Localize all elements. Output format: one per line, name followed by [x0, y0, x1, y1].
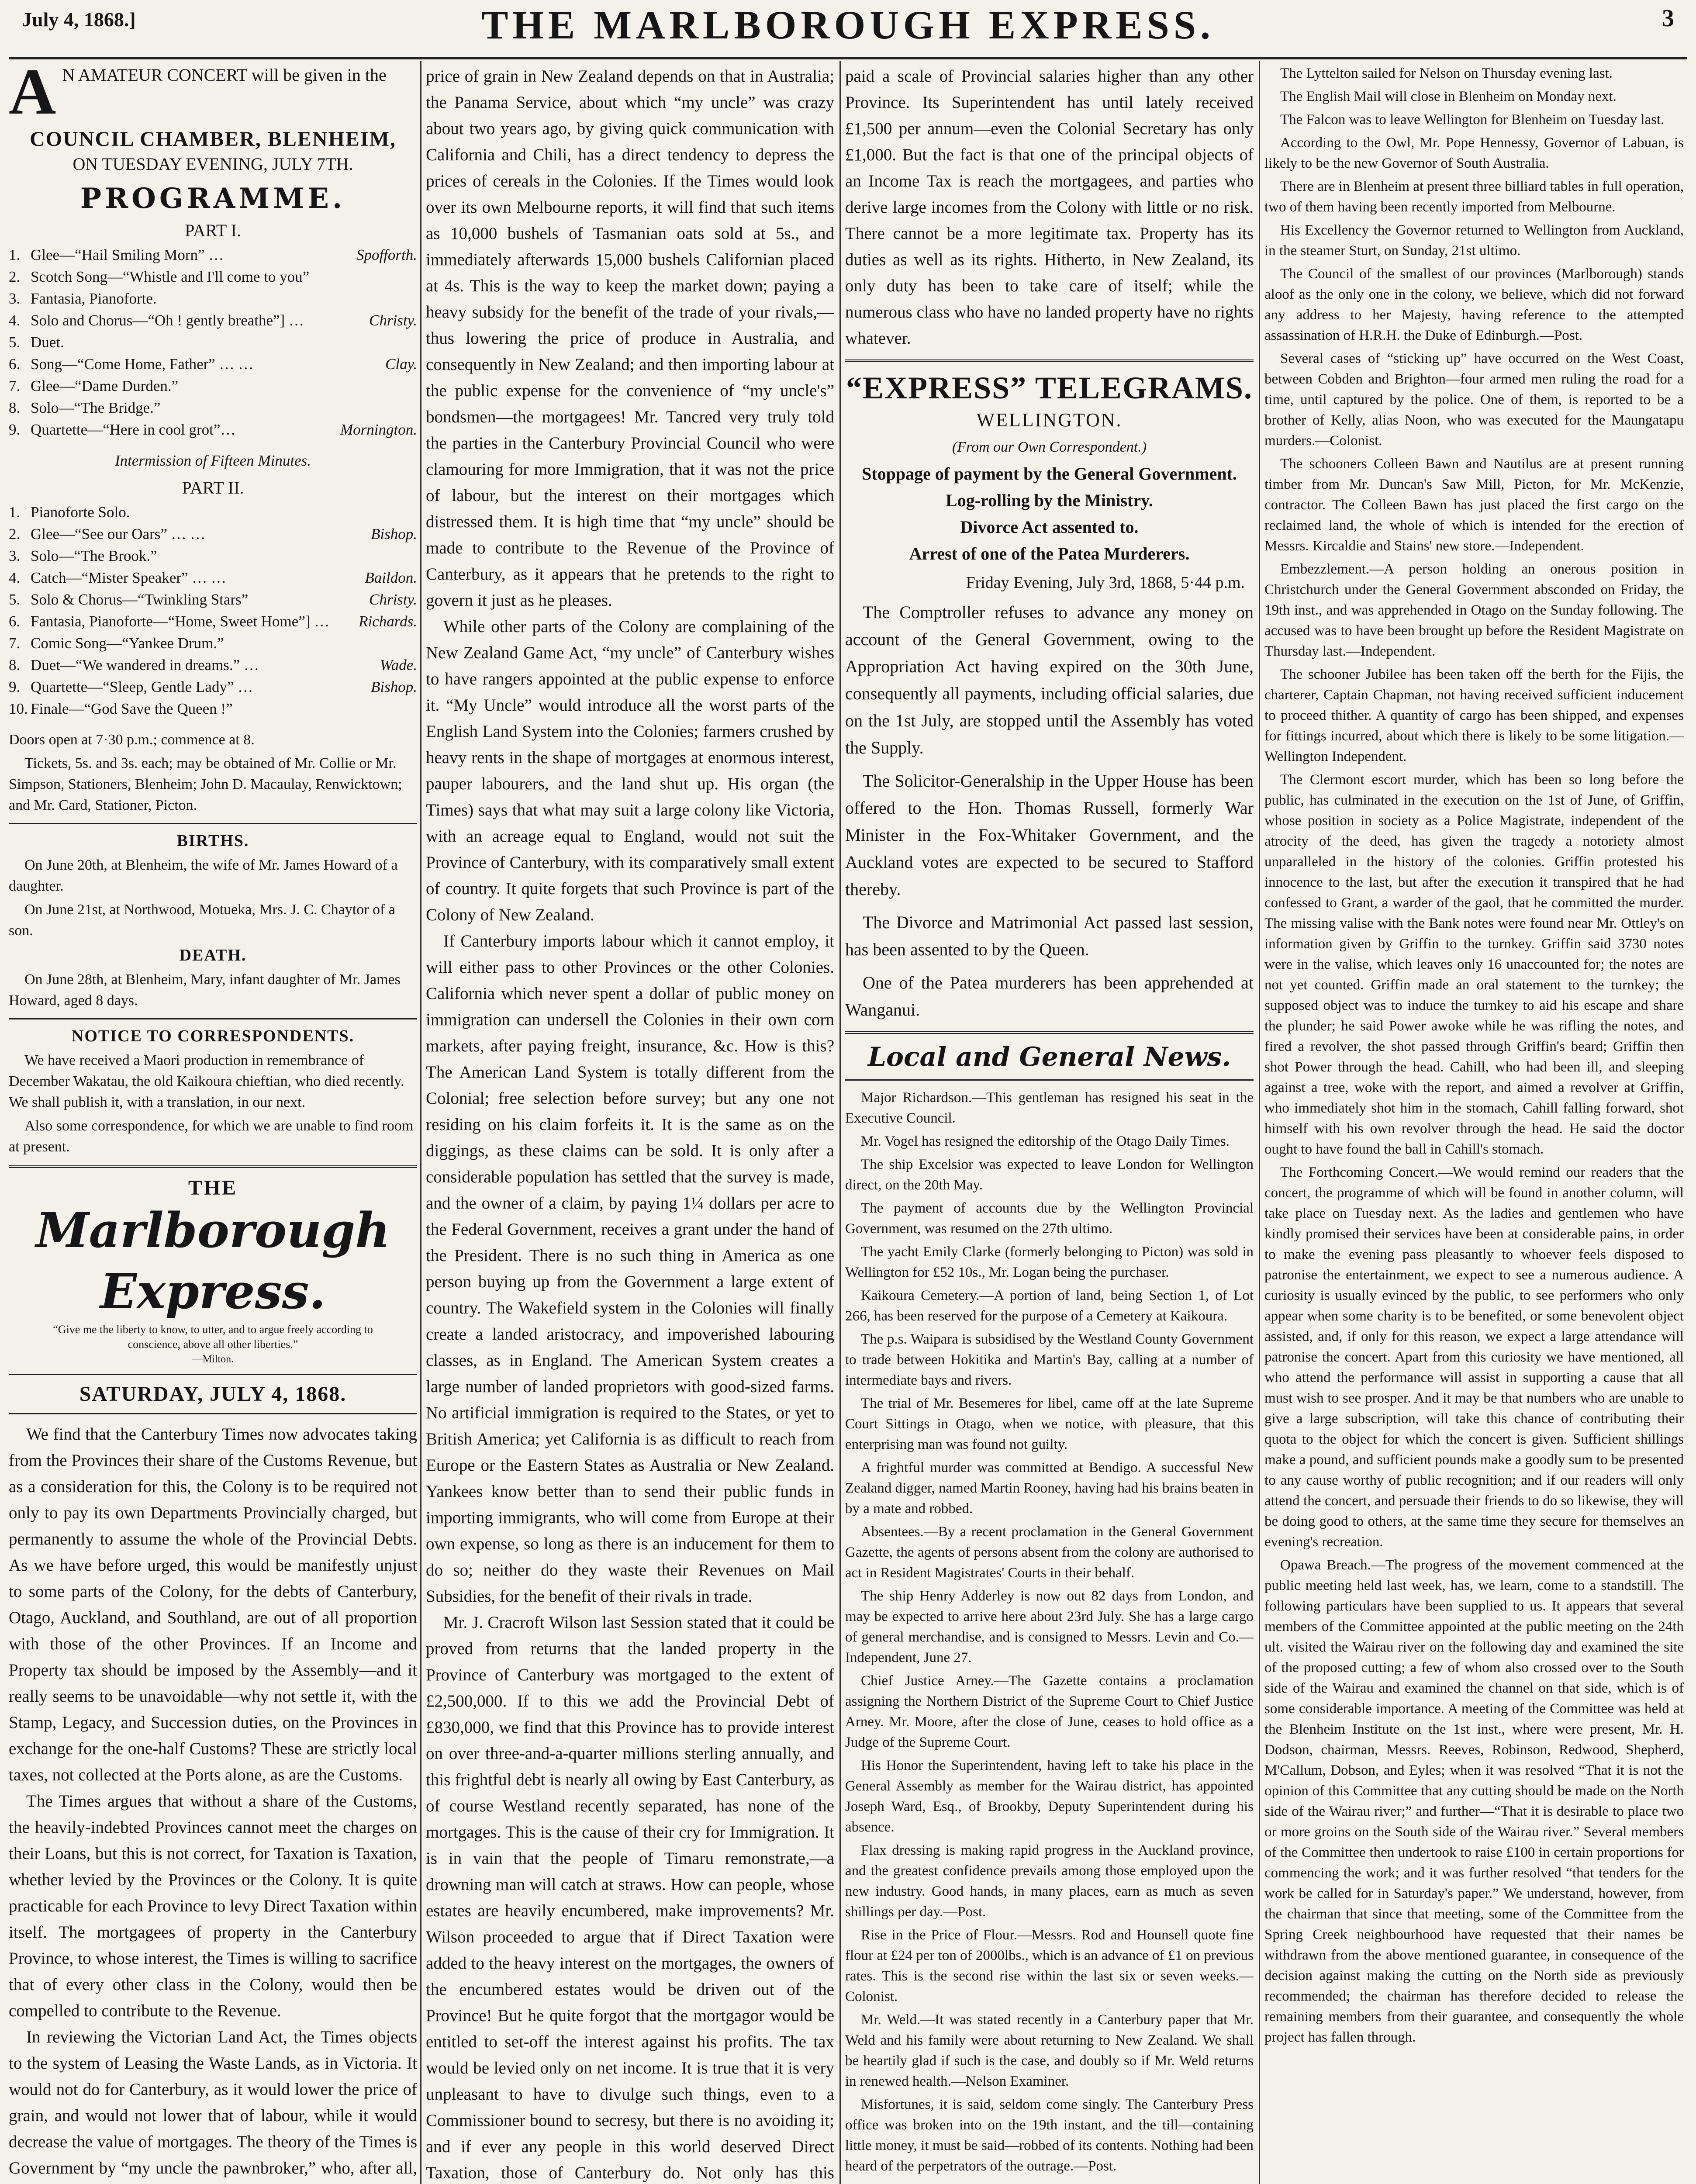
programme-item [9, 244, 417, 266]
telegram-paragraph: The Comptroller refuses to advance any money on account of the General Government, owing to the Appropriation Act having expired on the 30th June, consequently all payments, including official salaries, due on the 1st July, are stopped until the Assembly has voted the Supply. [845, 602, 1254, 757]
programme-item-title: Duet—“We wandered in dreams.” … [31, 657, 259, 674]
issue-date: SATURDAY, JULY 4, 1868. [79, 1382, 347, 1406]
motto-text: “Give me the liberty to know, to utter, and to argue freely according to conscience, above all other liberties.” [53, 1323, 373, 1351]
telegram-body [845, 599, 1254, 1023]
telegram-date: Friday Evening, July 3rd, 1868, 5·44 p.m. [966, 574, 1245, 592]
editorial-paragraph: paid a scale of Provincial salaries higher than any other Province. Its Superintendent has until lately received £1,500 per annum—even the Colonial Secretary has only £1,000. But the fact is that one of the principal objects of an Income Tax is reach the mortgagees, and parties who derive large incomes from the Colony with little or no risk. There cannot be a more legitimate tax. Property has its duties as well as its rights. Hitherto, in New Zealand, its only duty has been to take care of itself; while the numerous class who have no landed property have no rights whatever. [845, 67, 1254, 348]
birth-notice: On June 20th, at Blenheim, the wife of Mr. James Howard of a daughter. [9, 857, 398, 894]
programme-item [9, 654, 417, 676]
news-item: The ship Henry Adderley is now out 82 days from London, and may be expected to arrive here about 23rd July. She has a large cargo of general merchandise, and is consigned to Messrs. Levin and Co.—Independent, June 27. [845, 1588, 1254, 1666]
column-rule [420, 61, 421, 2184]
programme-item-composer: Bishop. [371, 678, 417, 695]
programme-part-1 [9, 244, 417, 441]
news-item: According to the Owl, Mr. Pope Hennessy, Governor of Labuan, is likely to be the new Governor of South Australia. [1264, 135, 1684, 171]
programme-item [9, 523, 417, 545]
programme-item-composer [413, 501, 417, 523]
telegrams-title: “EXPRESS” TELEGRAMS. [846, 370, 1253, 405]
page-number: 3 [1662, 5, 1674, 32]
news-item: The schooners Colleen Bawn and Nautilus are at present running timber from Mr. Duncan's Saw Mill, Picton, for Mr. McKenzie, contractor. The Colleen Bawn has just placed the first cargo on the reclaimed land, the whole of which is intended for the erection of Messrs. Kircaldie and Stains' new store.—Independent. [1264, 456, 1684, 554]
news-item: The Forthcoming Concert.—We would remind our readers that the concert, the programme of which will be found in another column, will take place on Tuesday next. As the ladies and gentlemen who have kindly promised their services have been at considerable pains, in order to make the evening pass pleasantly to whoever feels disposed to patronise the entertainment, we expect to see a numerous audience. A curiosity is usually evinced by the public, to see performers who only appear when some charity is to be benefited, or some benevolent object assisted, and, if only for this reason, we expect a large attendance will patronise the concert. Apart from this curiosity we have mentioned, all who attend the performance will assist in supporting a cause that all must wish to see prosper. And it may be that numbers who are unable to give a large subscription, will take this chance of contributing their quota to the object for which the concert is given. Sufficient shillings make a pound, and sufficient pounds make a goodly sum to be presented to any cause worthy of public recognition; and if our readers will only attend the concert, and persuade their friends to do so likewise, they will be doing good to others, at the same time they secure for themselves an evening's recreation. [1264, 1165, 1684, 1550]
programme-item [9, 567, 417, 589]
notice-to-correspondents [9, 1026, 417, 1158]
telegram-headline: Divorce Act assented to. [960, 517, 1139, 537]
editorial-paragraph: price of grain in New Zealand depends on that in Australia; the Panama Service, about which “my uncle” was crazy about two years ago, by giving quick communication with California and Chili, has a direct tendency to depress the prices of cereals in the Colonies. If the Times would look over its own Melbourne reports, it will find that such items as 10,000 bushels of Tasmanian oats sold at 5s., and immediately afterwards 15,000 bushels Californian placed at 4s. This is the way to keep the market down; paying a heavy subsidy for the benefit of the trade of your rivals,—thus lowering the price of produce in Australia, and consequently in New Zealand; and then importing labour at the public expense for the convenience of “my uncle's” bondsmen—the mortgagees! Mr. Tancred very truly told the parties in the Canterbury Provincial Council who were clamouring for more Immigration, that it was not the price of labour, but the interest on their mortgages which distressed them. It is high time that “my uncle” should be made to contribute to the Revenue of the Province of Canterbury, as it appears that he pretends to the right to govern it just as he pleases. [426, 67, 834, 610]
local-news-column-3 [845, 1088, 1254, 2177]
column-2 [426, 63, 834, 2184]
programme-item-number: 2. [9, 268, 21, 285]
part-2-label: PART II. [182, 478, 244, 498]
news-item: The trial of Mr. Besemeres for libel, came off at the late Supreme Court Sittings in Otago, when we notice, with pleasure, that this enterprising man was found not guilty. [845, 1396, 1254, 1452]
telegram-paragraph: One of the Patea murderers has been apprehended at Wanganui. [845, 973, 1254, 1019]
editorial-column-2 [426, 63, 834, 2184]
news-item: Absentees.—By a recent proclamation in the General Government Gazette, the agents of persons absent from the colony are authorised to act in Resident Magistrates' Courts in their behalf. [845, 1524, 1254, 1581]
news-item: There are in Blenheim at present three billiard tables in full operation, two of them having been recently imported from Melbourne. [1264, 179, 1684, 215]
programme-part-2 [9, 501, 417, 720]
news-item: The Council of the smallest of our provinces (Marlborough) stands aloof as the only one in the colony, we believe, which did not forward any address to her Majesty, having reference to the attempted assassination of H.R.H. the Duke of Edinburgh.—Post. [1264, 266, 1684, 343]
news-item: The yacht Emily Clarke (formerly belonging to Picton) was sold in Wellington for £52 10s., Mr. Logan being the purchaser. [845, 1244, 1254, 1280]
programme-item-composer [413, 397, 417, 419]
programme-item-title: Finale—“God Save the Queen !” [31, 700, 233, 717]
programme-item-title: Glee—“Dame Durden.” [31, 377, 179, 394]
death-heading: DEATH. [179, 946, 247, 964]
programme-item-number: 6. [9, 356, 21, 373]
programme-item-number: 4. [9, 312, 21, 329]
programme-item-composer [413, 632, 417, 654]
column-1 [9, 63, 417, 2184]
telegram-headline: Stoppage of payment by the General Government. [862, 464, 1237, 484]
programme-item [9, 419, 417, 441]
editorial-paragraph: While other parts of the Colony are complaining of the New Zealand Game Act, “my uncle” of Canterbury wishes to have rangers appointed at the public expense to enforce it. “My Uncle” would introduce all the worst parts of the English Land System into the Colonies; farmers crushed by heavy rents in the shape of mortgages at enormous interest, pauper labourers, and the land shut up. His organ (the Times) says that what may suit a large colony like Victoria, with an acreage equal to England, would not suit the Province of Canterbury, with its comparatively small extent of country. It quite forgets that such Province is part of the Colony of New Zealand. [426, 617, 834, 924]
masthead-motto [9, 1322, 417, 1367]
column-rule [1259, 61, 1260, 2184]
programme-item-composer [413, 545, 417, 567]
local-news-title: Local and General News. [867, 1042, 1231, 1072]
programme-item-composer [413, 698, 417, 720]
telegram-headline: Log-rolling by the Ministry. [946, 491, 1153, 510]
news-item: Kaikoura Cemetery.—A portion of land, being Section 1, of Lot 266, has been reserved for the purpose of a Cemetery at Kaikoura. [845, 1288, 1254, 1324]
concert-intro: N AMATEUR CONCERT will be given in the [62, 65, 387, 85]
programme-item-composer: Clay. [385, 356, 417, 373]
programme-item-composer [413, 266, 417, 288]
concert-date: ON TUESDAY EVENING, JULY 7TH. [73, 154, 353, 174]
programme-item [9, 501, 417, 523]
programme-item-number: 9. [9, 678, 21, 695]
programme-item [9, 632, 417, 654]
programme-item-composer [413, 288, 417, 310]
programme-item-composer: Wade. [380, 657, 417, 674]
programme-title: PROGRAMME. [80, 182, 346, 215]
telegrams-section [845, 370, 1254, 1023]
news-item: The schooner Jubilee has been taken off the berth for the Fijis, the charterer, Captain Chapman, not having received sufficient inducement to proceed thither. A quantity of cargo has been shipped, and expenses for fittings incurred, about which there is likely to be some litigation.—Wellington Independent. [1264, 667, 1684, 764]
programme-item-title: Duet. [31, 334, 64, 351]
births-heading: BIRTHS. [176, 832, 249, 850]
editorial-column-3 [845, 63, 1254, 352]
page-header [9, 0, 1687, 59]
news-item: A frightful murder was committed at Bendigo. A successful New Zealand digger, named Martin Rooney, having had his brains beaten in by a mate and robbed. [845, 1460, 1254, 1517]
programme-item-title: Catch—“Mister Speaker” … … [31, 569, 227, 586]
programme-item-number: 6. [9, 613, 21, 630]
programme-item-number: 8. [9, 657, 21, 674]
motto-attribution: —Milton. [192, 1354, 234, 1365]
death-notice: On June 28th, at Blenheim, Mary, infant daughter of Mr. James Howard, aged 8 days. [9, 971, 401, 1009]
news-item: The Lyttelton sailed for Nelson on Thursday evening last. [1280, 66, 1613, 81]
birth-notice: On June 21st, at Northwood, Motueka, Mrs. J. C. Chaytor of a son. [9, 902, 395, 939]
editorial-paragraph: Mr. J. Cracroft Wilson last Session stated that it could be proved from returns that the landed property in the Province of Canterbury was mortgaged to the extent of £2,500,000. If to this we add the Provincial Debt of £830,000, we find that this Province has to provide interest on over three-and-a-quarter millions sterling annually, and this frightful debt is nearly all owing by East Canterbury, as of course Westland recently separated, has none of the mortgages. This is the cause of their cry for Immigration. It is in vain that the people of Timaru remonstrate,—a drowning man will catch at straws. How can people, whose estates are heavily encumbered, make improvements? Mr. Wilson proceeded to argue that if Direct Taxation were added to the heavy interest on the mortgages, the owners of the encumbered estates would be driven out of the Province! But he quite forgot that the mortgagor would be entitled to set-off the interest against his profits. The tax would be levied only on net income. It is true that it is very unpleasant to have to divulge such things, even to a Commissioner bound to secresy, but there is no avoiding it; and if ever any people in this world deserved Direct Taxation, those of Canterbury do. Not only has this [426, 1613, 834, 2182]
programme-item-title: Scotch Song—“Whistle and I'll come to you” [31, 268, 310, 285]
news-item: Mr. Weld.—It was stated recently in a Canterbury paper that Mr. Weld and his family were about returning to New Zealand. We shall be heartily glad if such is the case, and doubly so if Mr. Weld returns in renewed health.—Nelson Examiner. [845, 2012, 1254, 2089]
telegram-headline: Arrest of one of the Patea Murderers. [909, 544, 1190, 563]
programme-item [9, 589, 417, 611]
news-item: Rise in the Price of Flour.—Messrs. Rod and Hounsell quote fine flour at £24 per ton of 2000lbs., which is an advance of £1 on previous rates. This is the second rise within the last six or seven weeks.—Colonist. [845, 1927, 1254, 2004]
notice-paragraph: Also some correspondence, for which we are unable to find room at present. [9, 1118, 414, 1155]
editorial-paragraph: In reviewing the Victorian Land Act, the Times objects to the system of Leasing the Waste Lands, as in Victoria. It would not do for Canterbury, as it would lower the price of grain, and would not lower that of labour, while it would decrease the value of mortgages. The theory of the Times is Government by “my uncle the pawnbroker,” who, after all, [9, 2028, 417, 2177]
programme-item-number: 5. [9, 591, 21, 608]
programme-item-number: 1. [9, 246, 21, 263]
local-news-column-4 [1264, 63, 1684, 2048]
programme-item-title: Fantasia, Pianoforte—“Home, Sweet Home”] … [31, 613, 330, 630]
programme-item-title: Fantasia, Pianoforte. [31, 290, 157, 307]
column-3 [845, 63, 1254, 2184]
news-item: The payment of accounts due by the Wellington Provincial Government, was resumed on the 27th ultimo. [845, 1200, 1254, 1237]
column-rule [839, 61, 841, 2184]
drop-cap: A [9, 63, 56, 128]
editorial-column-1 [9, 1421, 417, 2184]
programme-item-number: 4. [9, 569, 21, 586]
tickets-info: Tickets, 5s. and 3s. each; may be obtained of Mr. Collie or Mr. Simpson, Stationers, Blenheim; John D. Macaulay, Renwicktown; and Mr. Card, Stationer, Picton. [9, 755, 402, 813]
header-date: July 4, 1868.] [22, 8, 136, 31]
programme-item [9, 288, 417, 310]
programme-item [9, 310, 417, 332]
editorial-paragraph: If Canterbury imports labour which it cannot employ, it will either pass to other Provinces or the other Colonies. California which never spent a dollar of public money on immigration can undersell the Colonies in their own corn markets, after paying freight, insurance, &c. How is this? The American Land System is totally different from the Colonial; free selection before survey; but any one not residing on his claim forfeits it. It is the same as on the diggings, as these claims can be sold. It is only after a considerable population has settled that the survey is made, and the owner of a claim, by paying 1¼ dollars per acre to the Federal Government, receives a grant under the hand of the President. There is no such thing in America as one person buying up from the Government a large extent of country. The Wakefield system in the Colonies will finally create a landed aristocracy, and impoverished labouring classes, as in England. The American System creates a large number of landed proprietors with good-sized farms. No artificial immigration is required to the States, or yet to British America; yet California is as difficult to reach from Europe or the Eastern States as Australia or New Zealand. Yankees know better than to send their public funds in importing immigrants, who will come from Europe at their own expense, so long as there is an inducement for them to do so; neither do they waste their Revenues on Mail Subsidies, for the benefit of their rivals in trade. [426, 932, 834, 1606]
programme-item-title: Comic Song—“Yankee Drum.” [31, 635, 224, 652]
telegram-paragraph: The Divorce and Matrimonial Act passed last session, has been assented to by the Queen. [845, 912, 1254, 959]
masthead [9, 1176, 417, 1414]
programme-item [9, 676, 417, 698]
intermission: Intermission of Fifteen Minutes. [114, 452, 311, 469]
news-item: The Clermont escort murder, which has been so long before the public, has culminated in the execution on the 1st of June, of Griffin, whose position in society as a Police Magistrate, independent of the atrocity of the deed, has given the tragedy a notoriety almost unparalleled in the history of the colonies. Griffin protested his innocence to the last, but after the execution it transpired that he had confessed to Grant, a warder of the gaol, that he committed the murder. The missing valise with the Bank notes were found near Mr. Ottley's on information given by Griffin to the turnkey. Griffin said 3730 notes were in the valise, which leaves only 16 unaccounted for; the notes are not yet counted. Griffin made an oral statement to the turnkey; the supposed object was to induce the turnkey to aid his escape and share the plunder; he said Power awoke while he was rifling the notes, and fired a revolver, the shot passed through Griffin's beard; Griffin then shot Power through the head. Cahill, who had been ill, and sleeping against a tree, woke with the report, and aimed a revolver at Griffin, who immediately shot him in the stomach, Cahill falling forward, shot himself with his own revolver through the head. He said the doctor ought to have found the ball in Cahill's stomach. [1264, 772, 1684, 1157]
programme-item-title: Quartette—“Sleep, Gentle Lady” … [31, 678, 253, 695]
news-item: Misfortunes, it is said, seldom come singly. The Canterbury Press office was broken into on the 19th instant, and the till—containing little money, it must be said—robbed of its contents. Nothing had been heard of the perpetrators of the outrage.—Post. [845, 2097, 1254, 2174]
news-item: Mr. Vogel has resigned the editorship of the Otago Daily Times. [861, 1133, 1230, 1149]
news-item: Chief Justice Arney.—The Gazette contains a proclamation assigning the Northern District of the Supreme Court to Chief Justice Arney. Mr. Moore, after the close of June, ceases to hold office as a Judge of the Supreme Court. [845, 1673, 1254, 1750]
births-deaths [9, 831, 417, 1011]
telegrams-correspondent: (From our Own Correspondent.) [952, 439, 1147, 455]
programme-item-composer: Christy. [369, 312, 417, 329]
news-item: Flax dressing is making rapid progress in the Auckland province, and the greatest confidence prevails among those employed upon the new industry. Good hands, in many places, earn as much as seven shillings per day.—Post. [845, 1842, 1254, 1920]
programme-item-number: 2. [9, 525, 21, 543]
programme-item-composer: Bishop. [371, 525, 417, 543]
programme-item [9, 698, 417, 720]
programme-item-composer: Christy. [369, 591, 417, 608]
header-title: THE MARLBOROUGH EXPRESS. [481, 3, 1215, 47]
programme-item-title: Solo & Chorus—“Twinkling Stars” [31, 591, 249, 608]
programme-item [9, 266, 417, 288]
news-item: The English Mail will close in Blenheim on Monday next. [1280, 89, 1617, 104]
telegram-paragraph: The Solicitor-Generalship in the Upper House has been offered to the Hon. Thomas Russell, formerly War Minister in the Fox-Whitaker Government, and the Auckland votes are expected to be secured to Stafford thereby. [845, 771, 1254, 899]
programme-item [9, 611, 417, 632]
programme-item-title: Solo—“The Bridge.” [31, 399, 161, 416]
programme-item-title: Glee—“See our Oars” … … [31, 525, 206, 543]
programme-item-title: Solo and Chorus—“Oh ! gently breathe”] … [31, 312, 304, 329]
programme-item-number: 5. [9, 334, 21, 351]
masthead-the: THE [188, 1176, 238, 1199]
concert-venue: COUNCIL CHAMBER, BLENHEIM, [30, 128, 396, 151]
doors-open: Doors open at 7·30 p.m.; commence at 8. [9, 732, 255, 748]
news-item: Opawa Breach.—The progress of the movement commenced at the public meeting held last week, has, we learn, come to a standstill. The following particulars have been supplied to us. It appears that several members of the Committee appointed at the public meeting on the 24th ult. visited the Wairau river on the following day and examined the site of the proposed cutting; a few of whom also crossed over to the South side of the Wairau and examined the channel on that side, which is of some considerable importance. A meeting of the Committee was held at the Blenheim Institute on the 1st inst., where were present, Mr. H. Dodson, chairman, Messrs. Reeves, Robinson, Redwood, Shepherd, M'Callum, Dobson, and Eyles; when it was resolved “That it is not the opinion of this Committee that any cutting should be made on the North side of the Wairau river;” and further—“That it is desirable to place two or more groins on the South side of the Wairau river.” Several members of the Committee then undertook to raise £100 in certain proportions for commencing the work; and it was further resolved “that tenders for the work be called for in Saturday's paper.” We understand, however, from the chairman that since that meeting, some of the Committee from the Spring Creek neighbourhood have requested that their names be withdrawn from the above mentioned guarantee, in consequence of the decision against making the cutting on the North side as previously recommended; the chairman has therefore decided to release the remaining members from their guarantee, and consequently the whole project has fallen through. [1264, 1557, 1684, 2045]
programme-item-number: 3. [9, 547, 21, 564]
programme-item-composer [413, 332, 417, 353]
news-item: His Honor the Superintendent, having left to take his place in the General Assembly as member for the Wairau district, has appointed Joseph Ward, Esq., of Brookby, Deputy Superintendent during his absence. [845, 1758, 1254, 1835]
programme-item-title: Glee—“Hail Smiling Morn” … [31, 246, 224, 263]
news-item: Several cases of “sticking up” have occurred on the West Coast, between Cobden and Brighton—four armed men ruling the road for a time, until captured by the police. One of them, is reported to be a brother of Kelly, alias Noon, who was executed for the Maungatapu murders.—Colonist. [1264, 351, 1684, 449]
programme-item-number: 7. [9, 635, 21, 652]
part-1-label: PART I. [185, 221, 241, 240]
concert-advertisement [9, 63, 417, 816]
programme-item-title: Quartette—“Here in cool grot”… [31, 421, 236, 438]
notice-heading: NOTICE TO CORRESPONDENTS. [71, 1027, 355, 1045]
news-item: His Excellency the Governor returned to Wellington from Auckland, in the steamer Sturt, on Sunday, 21st ultimo. [1264, 222, 1684, 259]
notice-paragraph: We have received a Maori production in remembrance of December Wakatau, the old Kaikoura chieftian, who died recently. We shall publish it, with a translation, in our next. [9, 1052, 404, 1110]
programme-item-composer: Mornington. [340, 421, 417, 438]
news-item: Major Richardson.—This gentleman has resigned his seat in the Executive Council. [845, 1090, 1254, 1126]
programme-item-number: 10. [9, 700, 28, 717]
telegrams-place: WELLINGTON. [976, 409, 1123, 431]
news-item: Embezzlement.—A person holding an onerous position in Christchurch under the General Government absconded on Friday, the 19th inst., and was apprehended in Otago on the Sunday following. The accused was to have been brought up before the Resident Magistrate on Thursday last.—Independent. [1264, 561, 1684, 659]
programme-item-number: 8. [9, 399, 21, 416]
programme-item-composer: Richards. [359, 613, 417, 630]
news-item: The Falcon was to leave Wellington for Blenheim on Tuesday last. [1280, 112, 1665, 128]
programme-item-composer [413, 375, 417, 397]
programme-item-number: 1. [9, 504, 21, 521]
programme-item-number: 9. [9, 421, 21, 438]
programme-item-title: Solo—“The Brook.” [31, 547, 157, 564]
programme-item-composer: Baildon. [365, 569, 417, 586]
programme-item-number: 3. [9, 290, 21, 307]
programme-item-composer: Spofforth. [356, 246, 417, 263]
masthead-title: Marlborough Express. [35, 1202, 390, 1320]
editorial-paragraph: The Times argues that without a share of the Customs, the heavily-indebted Provinces cannot meet the charges on their Loans, but this is not correct, for Taxation is Taxation, whether levied by the Provinces or the Colony. It is quite practicable for each Province to levy Direct Taxation within itself. The mortgagees of property in the Canterbury Province, to whose interest, the Times is willing to sacrifice that of every other class in the Colony, would then be compelled to contribute to the Revenue. [9, 1792, 417, 2020]
news-item: The p.s. Waipara is subsidised by the Westland County Government to trade between Hokitika and Martin's Bay, calling at a number of intermediate bays and rivers. [845, 1331, 1254, 1388]
editorial-paragraph: We find that the Canterbury Times now advocates taking from the Provinces their share of the Customs Revenue, but as a consideration for this, the Colony is to be required not only to pay its own Departments Provincially charged, but permanently to assume the whole of the Provincial Debts. As we have before urged, this would be manifestly unjust to some parts of the Colony, for the debts of Canterbury, Otago, Auckland, and Southland, are out of all proportion with those of the other Provinces. If an Income and Property tax should be imposed by the Assembly—and it really seems to be unavoidable—why not settle it, with the Stamp, Legacy, and Succession duties, on the Provinces in exchange for the one-half Customs? These are strictly local taxes, not collected at the Ports alone, as are the Customs. [9, 1425, 417, 1784]
programme-item [9, 375, 417, 397]
column-4 [1264, 63, 1684, 2184]
programme-item-title: Song—“Come Home, Father” … … [31, 356, 254, 373]
news-item: The ship Excelsior was expected to leave London for Wellington direct, on the 20th May. [845, 1157, 1254, 1193]
programme-item-title: Pianoforte Solo. [31, 504, 130, 521]
programme-item [9, 397, 417, 419]
programme-item [9, 545, 417, 567]
programme-item [9, 353, 417, 375]
programme-item-number: 7. [9, 377, 21, 394]
programme-item [9, 332, 417, 353]
